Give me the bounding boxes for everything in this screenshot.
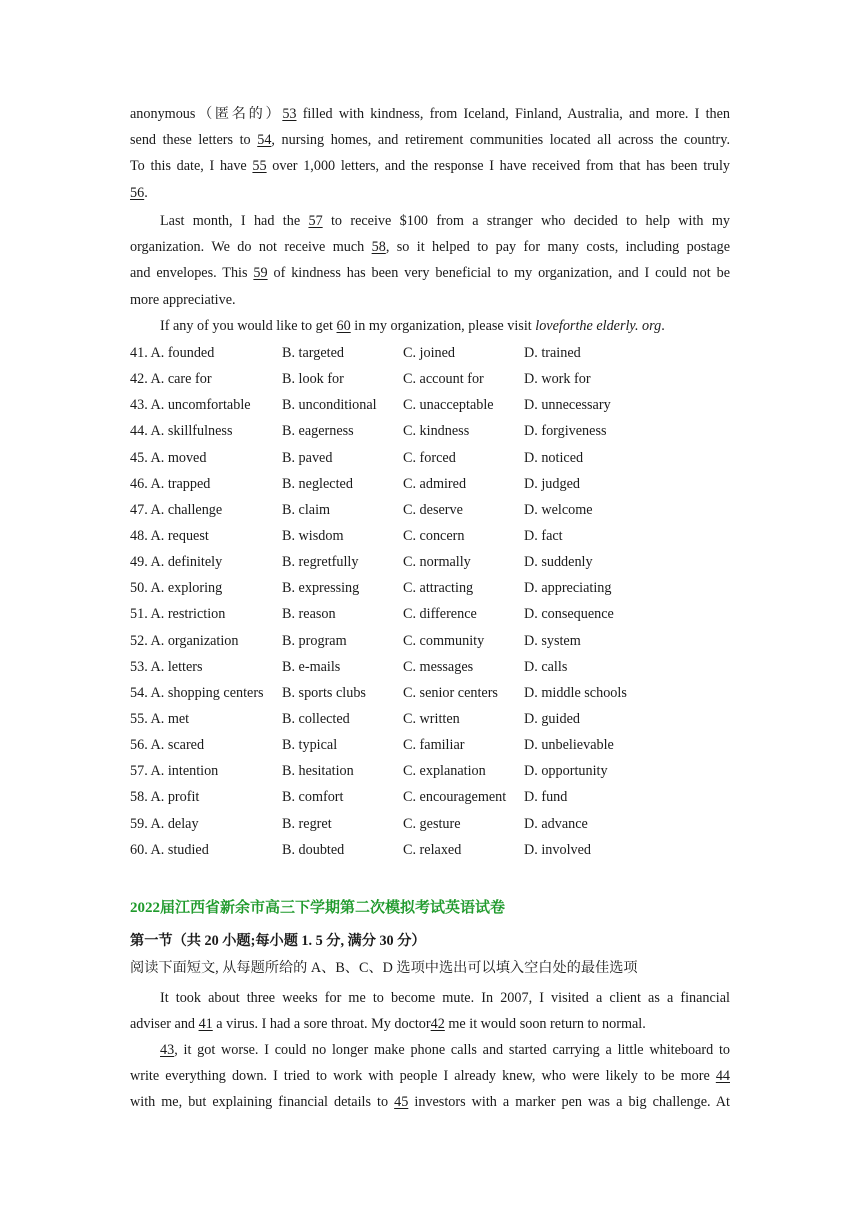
option-c: C. messages xyxy=(403,658,474,675)
option-b: B. collected xyxy=(282,710,350,727)
option-a: 44. A. skillfulness xyxy=(130,423,233,440)
option-c: C. kindness xyxy=(403,423,470,440)
option-row xyxy=(130,418,750,444)
answer-options-table xyxy=(130,340,750,863)
option-row xyxy=(130,445,750,471)
option-a: 46. A. trapped xyxy=(130,475,211,492)
paragraph-line: send these letters to 54, nursing homes, and retirement communities located all across the country. xyxy=(130,132,731,149)
option-row xyxy=(130,811,750,837)
option-d: D. judged xyxy=(524,475,580,492)
paragraph-line: Last month, I had the 57 to receive $100 from a stranger who decided to help with my xyxy=(160,213,730,229)
option-a: 47. A. challenge xyxy=(130,501,223,518)
exam-title: 2022届江西省新余市高三下学期第二次模拟考试英语试卷 xyxy=(130,900,506,916)
passage-paragraph-2 xyxy=(130,208,730,313)
blank-53: 53 xyxy=(282,106,297,122)
blank-44: 44 xyxy=(715,1068,730,1085)
blank-58: 58 xyxy=(371,239,386,256)
option-c: C. forced xyxy=(403,449,456,466)
paragraph-line: write everything down. I tried to work with people I already knew, who were likely to be more 44 xyxy=(130,1068,730,1085)
option-a: 59. A. delay xyxy=(130,815,199,832)
blank-42: 42 xyxy=(430,1016,445,1033)
option-c: C. relaxed xyxy=(403,841,462,858)
passage2-paragraph-1 xyxy=(130,985,730,1037)
option-b: B. expressing xyxy=(282,580,360,597)
option-b: B. typical xyxy=(282,737,338,754)
option-a: 49. A. definitely xyxy=(130,554,223,571)
option-a: 57. A. intention xyxy=(130,763,219,780)
option-d: D. unbelievable xyxy=(524,737,614,754)
option-d: D. work for xyxy=(524,371,591,388)
option-d: D. unnecessary xyxy=(524,397,611,414)
option-c: C. admired xyxy=(403,475,467,492)
option-d: D. suddenly xyxy=(524,554,593,571)
option-d: D. guided xyxy=(524,710,580,727)
option-b: B. wisdom xyxy=(282,527,344,544)
option-row xyxy=(130,549,750,575)
option-b: B. regret xyxy=(282,815,332,832)
option-row xyxy=(130,471,750,497)
paragraph-line: To this date, I have 55 over 1,000 letters, and the response I have received from that has been truly xyxy=(130,158,730,175)
option-b: B. sports clubs xyxy=(282,684,366,701)
option-d: D. forgiveness xyxy=(524,423,607,440)
paragraph-line: 43, it got worse. I could no longer make phone calls and started carrying a little whiteboard to xyxy=(160,1042,730,1058)
option-b: B. targeted xyxy=(282,345,344,361)
option-c: C. concern xyxy=(403,527,465,544)
option-row xyxy=(130,601,750,627)
option-c: C. familiar xyxy=(403,737,465,754)
option-row xyxy=(130,758,750,784)
blank-41: 41 xyxy=(198,1016,213,1033)
option-c: C. deserve xyxy=(403,501,463,518)
option-d: D. opportunity xyxy=(524,763,608,780)
passage2-paragraph-2 xyxy=(130,1037,730,1116)
option-a: 48. A. request xyxy=(130,527,209,544)
option-c: C. unacceptable xyxy=(403,397,494,414)
blank-59: 59 xyxy=(253,265,268,282)
option-c: C. written xyxy=(403,710,460,727)
option-row xyxy=(130,706,750,732)
option-c: C. account for xyxy=(403,371,484,388)
option-b: B. claim xyxy=(282,501,331,518)
option-c: C. gesture xyxy=(403,815,461,832)
blank-57: 57 xyxy=(308,213,323,229)
option-a: 41. A. founded xyxy=(130,345,215,361)
paragraph-line: adviser and 41 a virus. I had a sore throat. My doctor42 me it would soon return to normal. xyxy=(130,1016,646,1033)
option-d: D. calls xyxy=(524,658,568,675)
option-a: 56. A. scared xyxy=(130,737,205,754)
option-b: B. unconditional xyxy=(282,397,377,414)
paragraph-line: with me, but explaining financial details to 45 investors with a marker pen was a big challenge. At xyxy=(130,1094,730,1111)
blank-56: 56 xyxy=(130,184,145,201)
option-row xyxy=(130,732,750,758)
option-c: C. encouragement xyxy=(403,789,507,806)
option-c: C. normally xyxy=(403,554,471,571)
option-b: B. e-mails xyxy=(282,658,341,675)
blank-45: 45 xyxy=(394,1094,409,1111)
option-a: 50. A. exploring xyxy=(130,580,223,597)
option-a: 58. A. profit xyxy=(130,789,200,806)
option-c: C. explanation xyxy=(403,763,486,780)
option-c: C. attracting xyxy=(403,580,474,597)
passage-paragraph-1 xyxy=(130,101,730,206)
option-a: 51. A. restriction xyxy=(130,606,226,623)
option-row xyxy=(130,628,750,654)
option-b: B. regretfully xyxy=(282,554,359,571)
option-d: D. involved xyxy=(524,841,591,858)
option-row xyxy=(130,654,750,680)
passage-paragraph-3 xyxy=(130,313,730,339)
option-row xyxy=(130,392,750,418)
website-link-text: loveforthe elderly. org xyxy=(535,318,662,334)
section-heading: 第一节（共 20 小题;每小题 1. 5 分, 满分 30 分） xyxy=(130,933,426,949)
option-d: D. trained xyxy=(524,345,581,361)
option-b: B. doubted xyxy=(282,841,345,858)
option-b: B. neglected xyxy=(282,475,353,492)
paragraph-line: more appreciative. xyxy=(130,291,236,308)
option-b: B. hesitation xyxy=(282,763,354,780)
blank-43: 43 xyxy=(160,1042,175,1058)
option-d: D. middle schools xyxy=(524,684,627,701)
option-row xyxy=(130,784,750,810)
option-c: C. joined xyxy=(403,345,456,361)
option-b: B. paved xyxy=(282,449,333,466)
option-row xyxy=(130,680,750,706)
option-a: 43. A. uncomfortable xyxy=(130,397,251,414)
option-c: C. senior centers xyxy=(403,684,498,701)
option-d: D. fund xyxy=(524,789,568,806)
option-b: B. look for xyxy=(282,371,344,388)
option-a: 54. A. shopping centers xyxy=(130,684,264,701)
option-a: 60. A. studied xyxy=(130,841,209,858)
option-d: D. noticed xyxy=(524,449,584,466)
option-b: B. comfort xyxy=(282,789,344,806)
option-a: 45. A. moved xyxy=(130,449,207,466)
paragraph-line: organization. We do not receive much 58, so it helped to pay for many costs, including postage xyxy=(130,239,731,256)
option-d: D. appreciating xyxy=(524,580,612,597)
option-row xyxy=(130,340,750,366)
instruction-text: 阅读下面短文, 从每题所给的 A、B、C、D 选项中选出可以填入空白处的最佳选项 xyxy=(130,960,638,976)
blank-54: 54 xyxy=(257,132,272,149)
option-d: D. system xyxy=(524,632,581,649)
option-b: B. reason xyxy=(282,606,336,623)
option-d: D. consequence xyxy=(524,606,614,623)
option-a: 53. A. letters xyxy=(130,658,203,675)
option-c: C. community xyxy=(403,632,485,649)
option-a: 42. A. care for xyxy=(130,371,212,388)
blank-60: 60 xyxy=(336,318,351,334)
option-row xyxy=(130,497,750,523)
paragraph-line: anonymous（匿名的）53 filled with kindness, from Iceland, Finland, Australia, and more. I then xyxy=(130,106,730,122)
option-b: B. program xyxy=(282,632,347,649)
option-row xyxy=(130,575,750,601)
option-d: D. fact xyxy=(524,527,563,544)
option-row xyxy=(130,366,750,392)
paragraph-line: If any of you would like to get 60 in my organization, please visit loveforthe elderly. org. xyxy=(160,318,665,334)
blank-55: 55 xyxy=(252,158,267,175)
option-row xyxy=(130,837,750,863)
option-b: B. eagerness xyxy=(282,423,354,440)
option-row xyxy=(130,523,750,549)
option-d: D. advance xyxy=(524,815,588,832)
option-a: 52. A. organization xyxy=(130,632,239,649)
option-c: C. difference xyxy=(403,606,477,623)
option-a: 55. A. met xyxy=(130,710,190,727)
paragraph-line: 56. xyxy=(130,184,148,201)
paragraph-line: and envelopes. This 59 of kindness has been very beneficial to my organization, and I could not be xyxy=(130,265,730,282)
paragraph-line: It took about three weeks for me to become mute. In 2007, I visited a client as a financial xyxy=(160,990,730,1006)
option-d: D. welcome xyxy=(524,501,593,518)
